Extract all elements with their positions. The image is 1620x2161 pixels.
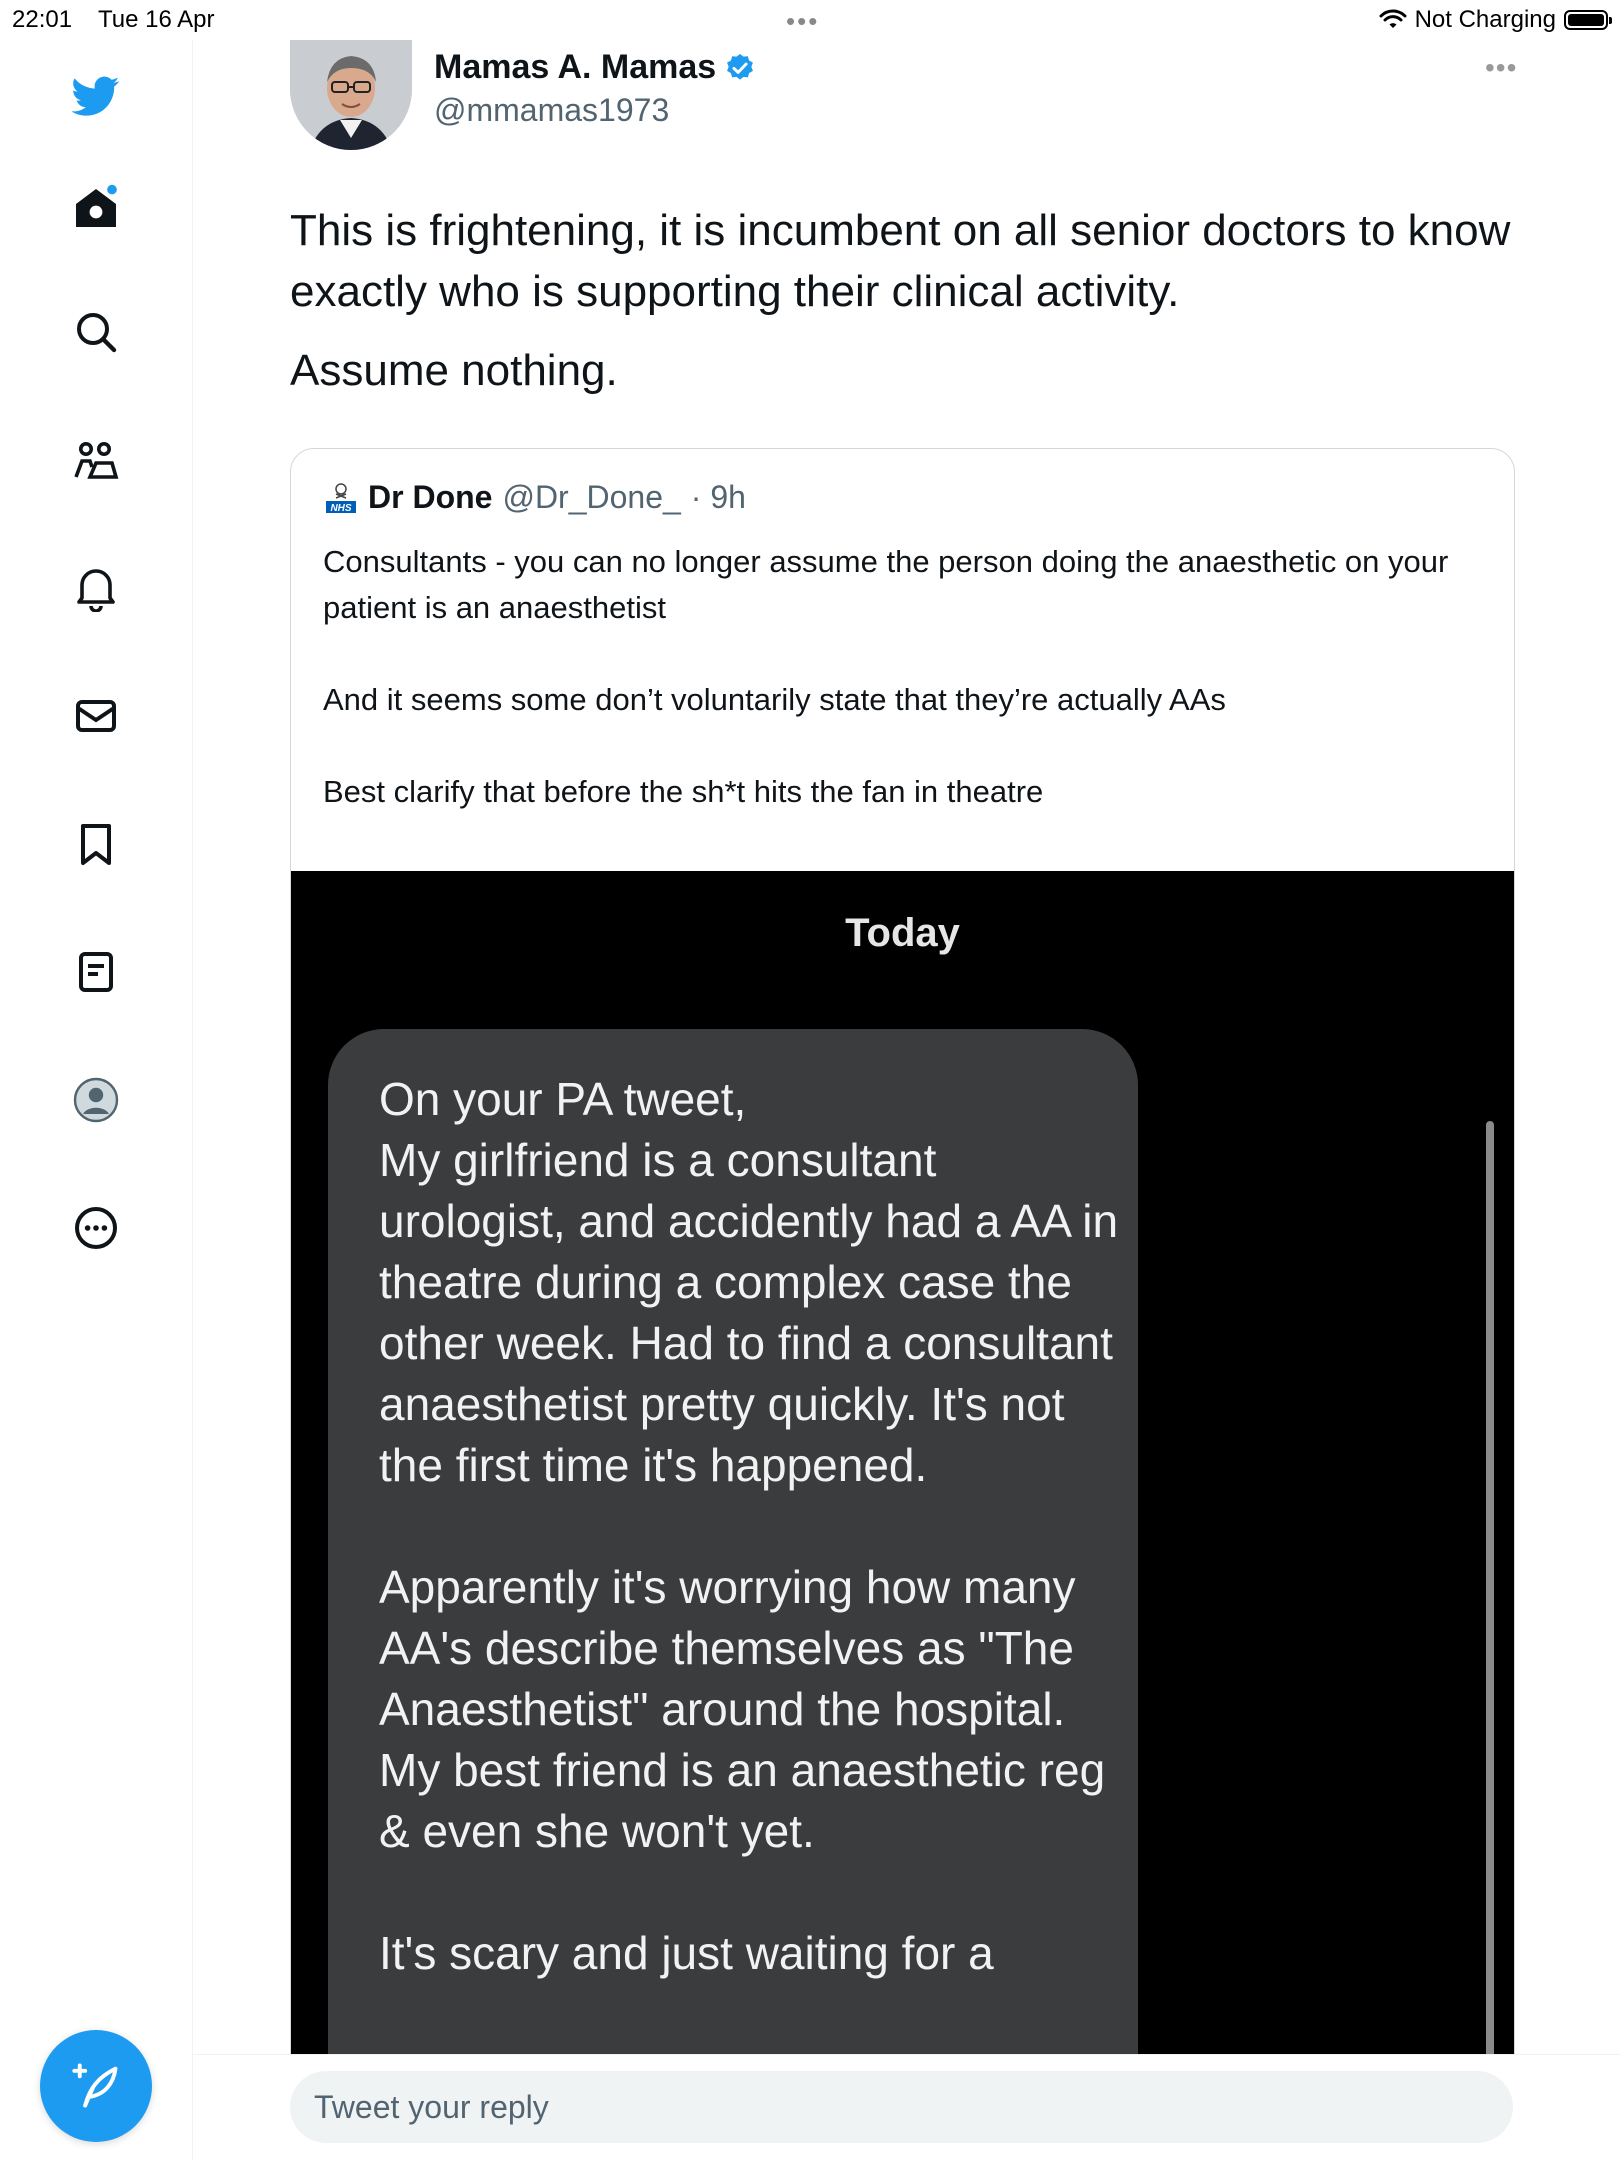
sidebar — [0, 40, 193, 2160]
tweet-paragraph: Assume nothing. — [290, 346, 618, 395]
svg-text:NHS: NHS — [330, 502, 352, 514]
tweet-text — [290, 200, 1550, 419]
status-right — [1379, 6, 1608, 34]
quoted-tweet-text — [323, 539, 1483, 861]
reply-input[interactable] — [290, 2071, 1513, 2143]
tweet-paragraph: This is frightening, it is incumbent on all senior doctors to know exactly who is supporting their clinical activity. — [290, 206, 1511, 316]
author-handle[interactable]: @mmamas1973 — [434, 92, 670, 128]
compose-tweet-button[interactable] — [40, 2030, 152, 2142]
tweet-more-options[interactable]: ••• — [1485, 52, 1518, 83]
multitask-dots[interactable]: ••• — [786, 6, 820, 36]
twitter-logo-icon[interactable] — [60, 60, 132, 132]
quoted-tweet[interactable] — [290, 448, 1515, 2150]
quoted-paragraph: Consultants - you can no longer assume the person doing the anaesthetic on your patient is an anaesthetist — [323, 544, 1449, 625]
quoted-author-handle[interactable]: @Dr_Done_ — [502, 479, 681, 515]
quoted-paragraph: Best clarify that before the sh*t hits the fan in theatre — [323, 774, 1044, 809]
notifications-bell-icon[interactable] — [60, 552, 132, 624]
compose-feather-icon — [70, 2060, 122, 2112]
more-circle-icon[interactable] — [60, 1192, 132, 1264]
quoted-paragraph: And it seems some don’t voluntarily state that they’re actually AAs — [323, 682, 1226, 717]
message-bubble — [328, 1029, 1138, 2150]
home-icon[interactable] — [60, 172, 132, 244]
quoted-tweet-header — [324, 479, 746, 516]
bookmarks-icon[interactable] — [60, 808, 132, 880]
status-bar — [0, 0, 1620, 40]
battery-icon — [1564, 10, 1608, 30]
image-scrollbar — [1486, 1121, 1494, 2150]
tweet-detail — [193, 40, 1620, 2160]
status-date: Tue 16 Apr — [98, 6, 215, 33]
quoted-tweet-image[interactable] — [291, 871, 1514, 2150]
profile-avatar-icon[interactable] — [60, 1064, 132, 1136]
author-name-text[interactable]: Mamas A. Mamas — [434, 48, 717, 86]
wifi-icon — [1379, 9, 1407, 31]
quoted-tweet-time: · 9h — [690, 479, 746, 515]
status-time: 22:01 — [12, 6, 73, 33]
battery-status-text: Not Charging — [1414, 6, 1556, 33]
message-text: On your PA tweet, My girlfriend is a consultant urologist, and accidently had a AA in theatre during a complex case the other week. Had to find a consultant anaesthetist pretty quickly. It's not the first time it's happened. Apparently it's worrying how many AA's describe themselves as "The Anaesthetist" around the hospital. My best friend is an anaesthetic reg & even she won't yet. It's scary and just waiting for a — [379, 1073, 1119, 1979]
search-icon[interactable] — [60, 296, 132, 368]
verified-badge-icon — [724, 52, 756, 84]
chat-date-header: Today — [845, 911, 960, 955]
messages-envelope-icon[interactable] — [60, 680, 132, 752]
quoted-author-name[interactable]: Dr Done — [368, 479, 493, 515]
author-name[interactable] — [434, 48, 756, 87]
author-avatar[interactable] — [290, 40, 412, 150]
reply-bar — [193, 2054, 1620, 2161]
communities-icon[interactable] — [60, 425, 132, 497]
lists-icon[interactable] — [60, 936, 132, 1008]
nhs-badge-icon — [324, 481, 358, 515]
